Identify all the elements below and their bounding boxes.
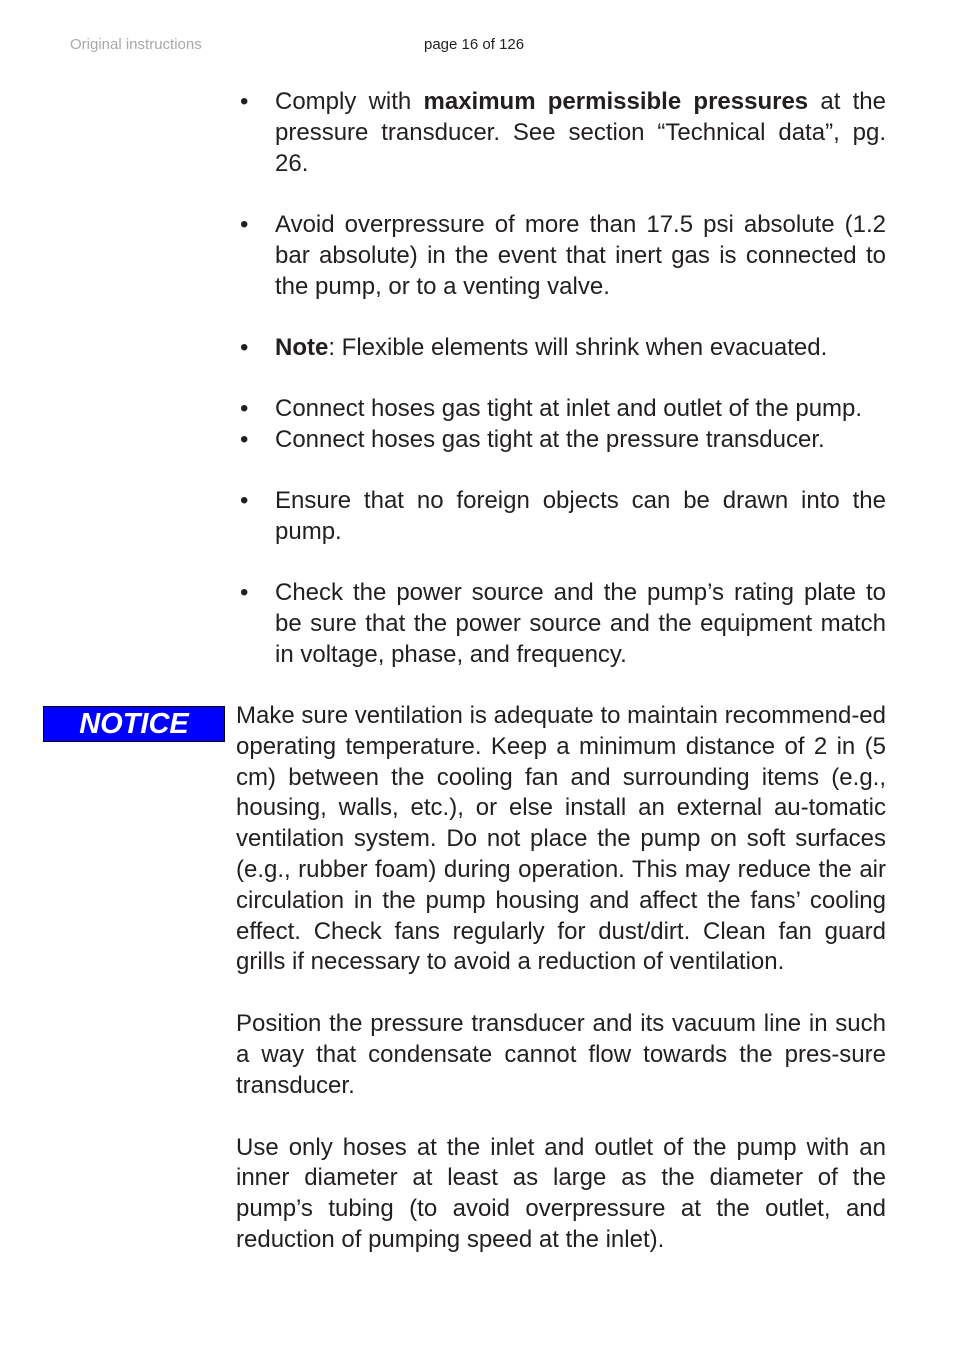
bullet-marker: •	[240, 426, 249, 453]
bullet-text: Check the power source and the pump’s rating plate to be sure that the power source and the equipment match in voltage, phase, and frequency.	[275, 579, 886, 668]
bullet-item	[240, 209, 886, 302]
notice-body	[236, 701, 886, 1287]
bullet-item	[240, 86, 886, 179]
bullet-bold-text: maximum permissible pressures	[423, 88, 809, 115]
notice-paragraph-transducer: Position the pressure transducer and its vacuum line in such a way that condensate cannot flow towards the pres-sure transducer.	[236, 1010, 886, 1099]
bullet-text: Comply with	[275, 88, 424, 115]
bullet-marker: •	[240, 487, 249, 514]
bullet-bold-text: Note	[275, 334, 329, 361]
notice-paragraph-ventilation: Make sure ventilation is adequate to maintain recommend-ed operating temperature. Keep a minimum distance of 2 in (5 cm) between the cooling fan and surrounding items (e.g., housing, walls, etc.), or else install an external au-tomatic ventilation system. Do not place the pump on soft surfaces (e.g., rubber foam) during operation. This may reduce the air circulation in the pump housing and affect the fans’ cooling effect. Check fans regularly for dust/dirt. Clean fan guard grills if necessary to avoid a reduction of ventilation.	[236, 702, 886, 976]
bullet-marker: •	[240, 211, 249, 238]
header-page-number: page 16 of 126	[424, 36, 525, 53]
bullet-marker: •	[240, 579, 249, 606]
notice-label: NOTICE	[43, 706, 225, 742]
bullet-marker: •	[240, 88, 249, 115]
notice-paragraph-hoses: Use only hoses at the inlet and outlet of the pump with an inner diameter at least as large as the diameter of the pump’s tubing (to avoid overpressure at the outlet, and reduction of pumping speed at the inlet).	[236, 1133, 886, 1253]
bullet-item	[240, 393, 886, 424]
bullet-text: : Flexible elements will shrink when evacuated.	[328, 334, 828, 361]
bullet-marker: •	[240, 334, 249, 361]
bullet-text: Connect hoses gas tight at the pressure transducer.	[275, 426, 825, 453]
bullet-text: at the pressure transducer. See section “Technical data”, pg. 26.	[275, 88, 887, 177]
bullet-text: Avoid overpressure of more than 17.5 psi absolute (1.2 bar absolute) in the event that inert gas is connected to the pump, or to a venting valve.	[275, 211, 886, 300]
bullet-item	[240, 577, 886, 670]
header-document-type: Original instructions	[70, 36, 202, 53]
bullet-text: Ensure that no foreign objects can be drawn into the pump.	[275, 487, 886, 545]
bullet-text: Connect hoses gas tight at inlet and outlet of the pump.	[275, 395, 863, 422]
bullet-item	[240, 332, 886, 363]
bullet-item	[240, 424, 886, 455]
bullet-list	[240, 86, 886, 670]
bullet-marker: •	[240, 395, 249, 422]
bullet-item	[240, 485, 886, 547]
